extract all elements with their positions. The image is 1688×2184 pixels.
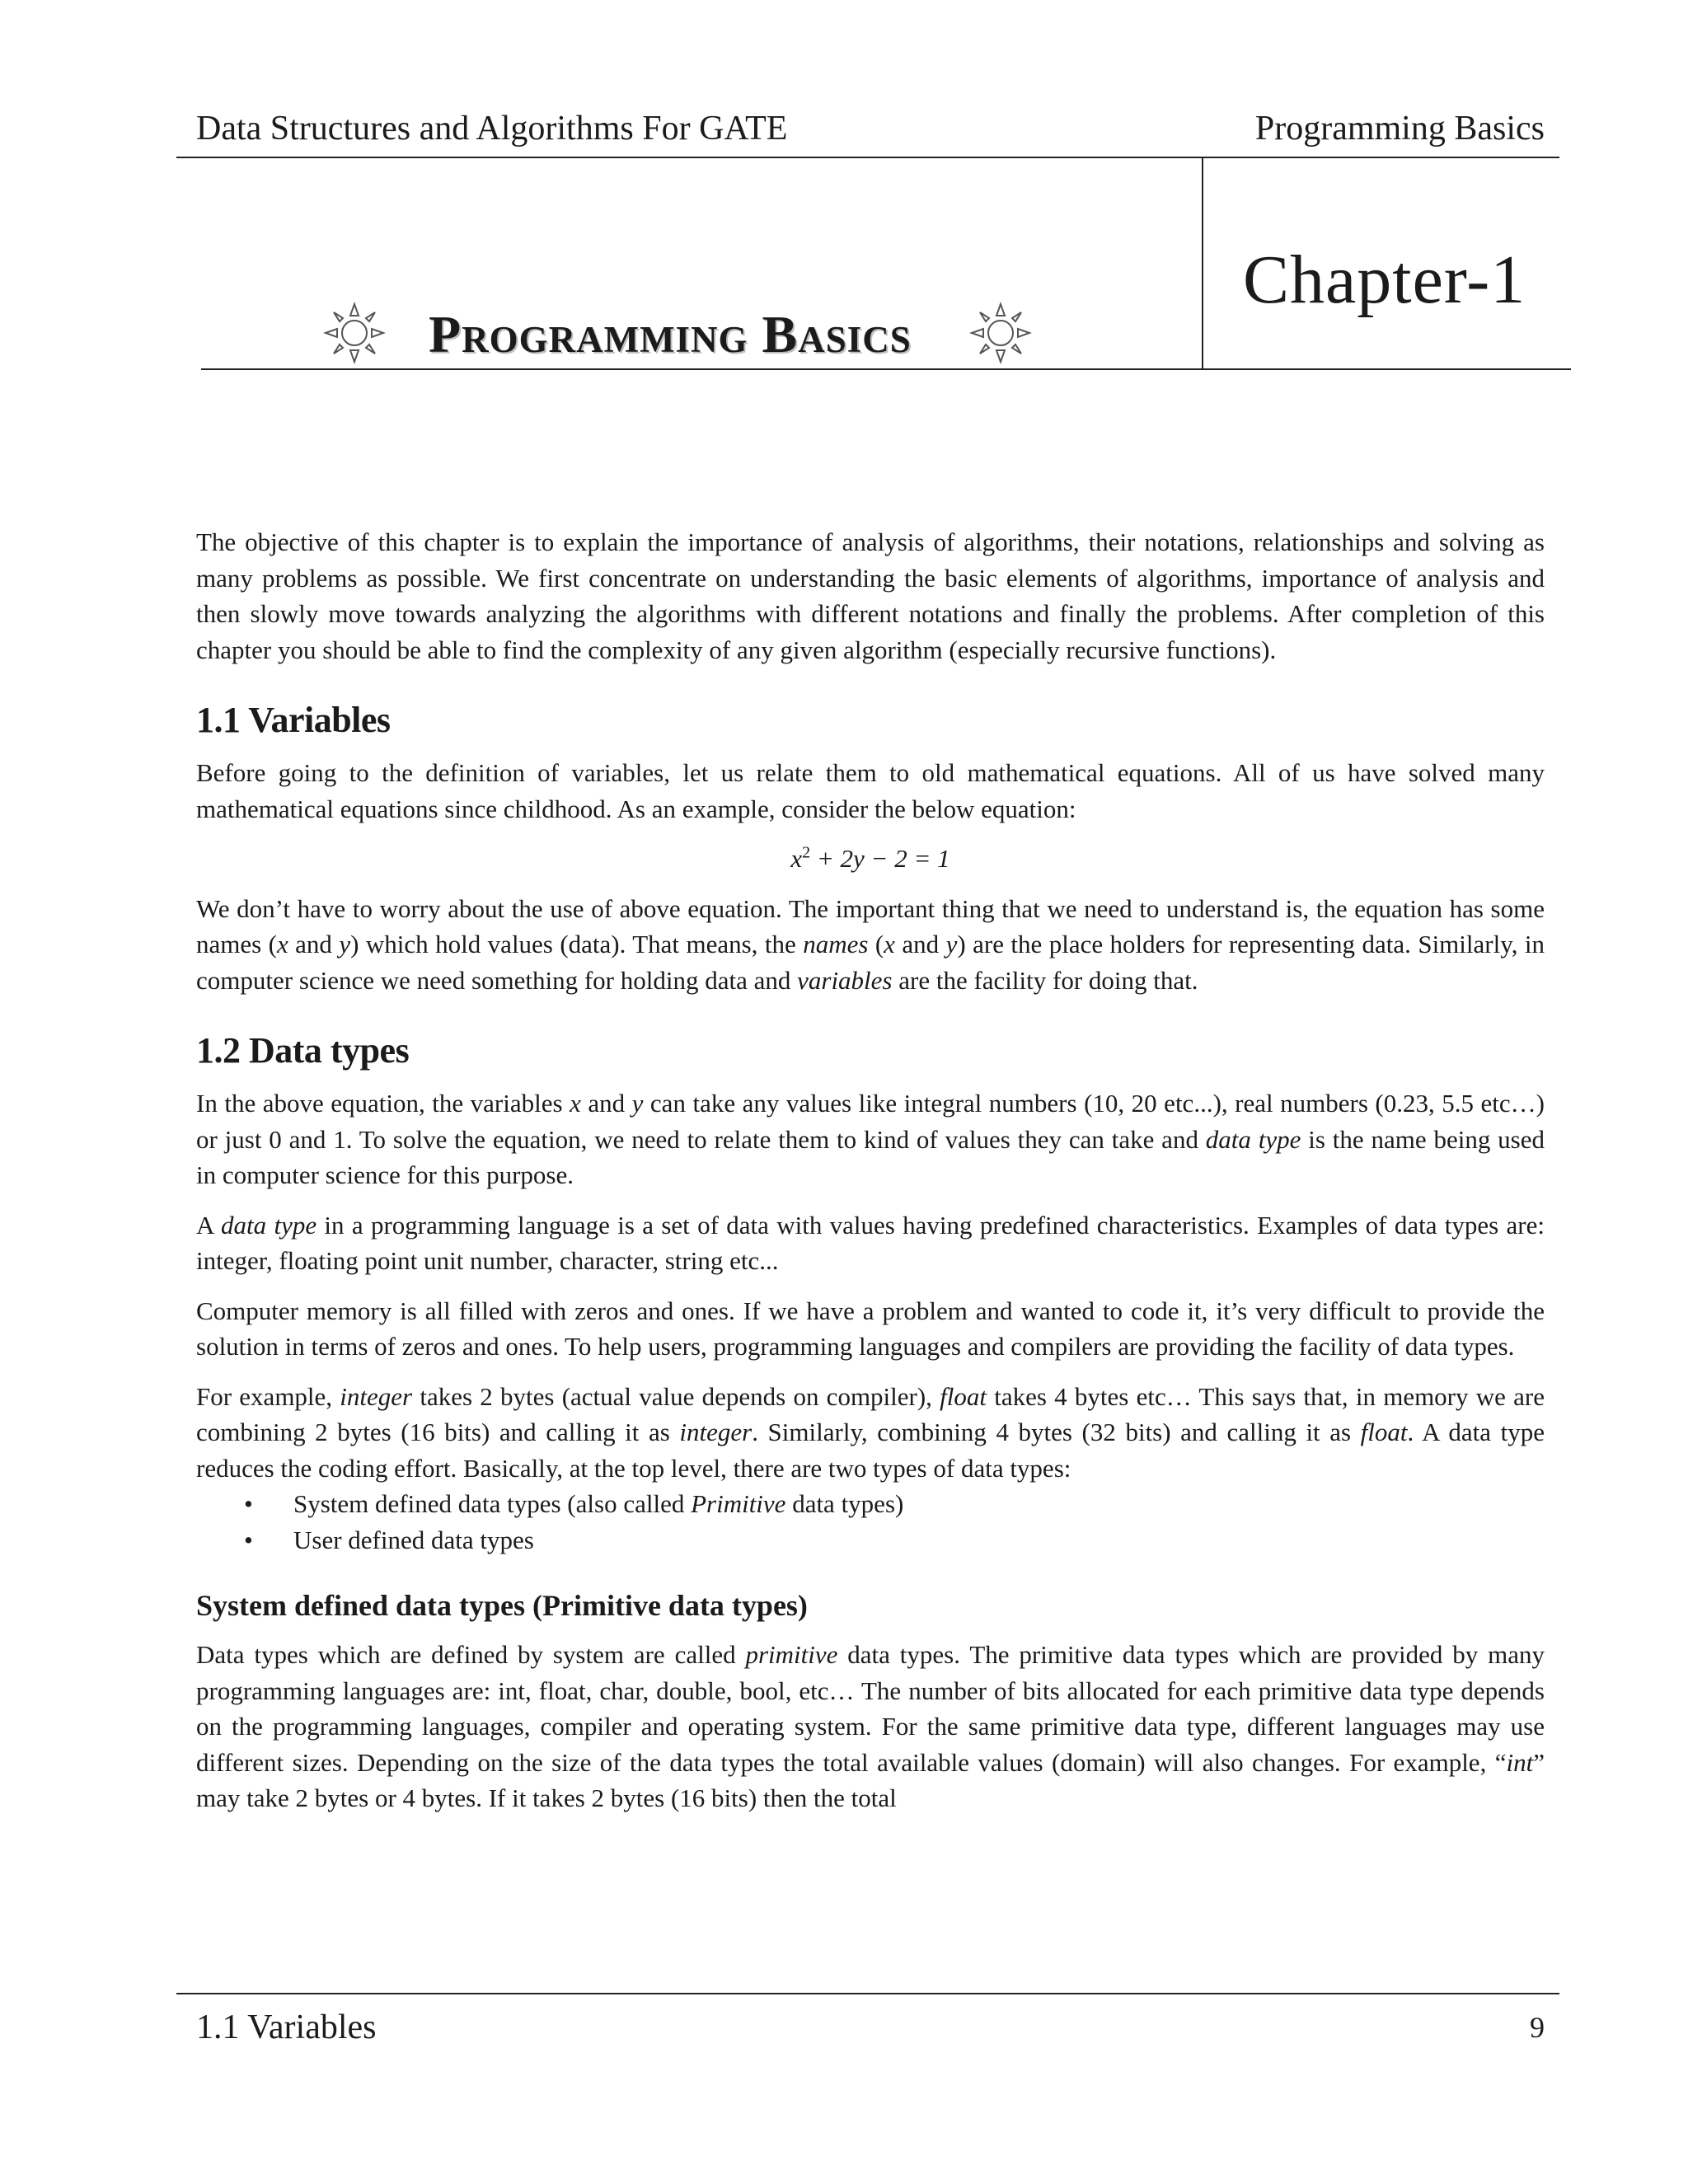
text-run: Data types which are defined by system are called bbox=[196, 1640, 746, 1669]
term-primitive: primitive bbox=[745, 1640, 838, 1669]
data-types-paragraph-4 bbox=[196, 1379, 1545, 1487]
text-run: ) which hold values (data). That means, the bbox=[350, 930, 804, 958]
text-run: We don’t have to worry about the use of above equation. The important thing that we need to understand is, the equation has some names ( bbox=[196, 893, 1545, 958]
equation bbox=[196, 841, 1545, 877]
text-run: and bbox=[894, 930, 946, 958]
text-run: and bbox=[288, 930, 340, 958]
system-defined-paragraph bbox=[196, 1637, 1545, 1816]
term-float: float bbox=[940, 1381, 987, 1411]
list-item: • User defined data types bbox=[293, 1522, 1545, 1558]
variables-paragraph-1: Before going to the definition of variables, let us relate them to old mathematical equations. All of us have solved many mathematical equations since childhood. As an example, consider the below equation: bbox=[196, 758, 1545, 823]
variables-paragraph-2 bbox=[196, 891, 1545, 999]
text-run: data types. The primitive data types which are provided by many programming languages are: int, float, char, double, bool, etc… The number of bits allocated for each primitive data type depends on the programming languages, compiler and operating system. For the same primitive data type, different languages may use different sizes. Depending on the size of the data types the total available values (domain) will also changes. For example, “ bbox=[196, 1640, 1545, 1777]
list-item bbox=[293, 1486, 1545, 1522]
text-run: takes 4 bytes etc… This says that, in memory we are combining 2 bytes (16 bits) and calling it as bbox=[196, 1381, 1545, 1446]
math-x: x bbox=[570, 1089, 581, 1118]
text-run: and bbox=[580, 1089, 632, 1118]
footer-rule bbox=[176, 1993, 1559, 1994]
subsection-heading-system-defined: System defined data types (Primitive data types) bbox=[196, 1589, 808, 1622]
term-variables: variables bbox=[797, 965, 893, 995]
math-y: y bbox=[631, 1089, 644, 1118]
section-heading-data-types: 1.2 Data types bbox=[196, 1030, 410, 1071]
section-heading-variables: 1.1 Variables bbox=[196, 700, 391, 740]
chapter-number: Chapter-1 bbox=[1243, 241, 1526, 318]
text-run: are the facility for doing that. bbox=[892, 965, 1198, 995]
running-header-book-title: Data Structures and Algorithms For GATE bbox=[196, 110, 788, 148]
sun-icon bbox=[969, 302, 1032, 364]
math-y: y bbox=[945, 930, 958, 958]
footer-section-title: 1.1 Variables bbox=[196, 2008, 377, 2046]
text-run: . Similarly, combining 4 bytes (32 bits) and calling it as bbox=[752, 1418, 1361, 1446]
chapter-box-divider bbox=[1202, 158, 1203, 369]
text-run: is the name being used in computer science for this purpose. bbox=[196, 1124, 1545, 1189]
data-types-paragraph-2 bbox=[196, 1207, 1545, 1279]
term-data-type: data type bbox=[221, 1210, 317, 1240]
term-names: names bbox=[803, 930, 869, 958]
term-integer: integer bbox=[679, 1418, 753, 1446]
header-rule bbox=[176, 157, 1559, 158]
text-run: . A data type reduces the coding effort. Basically, at the top level, there are two types of data types: bbox=[196, 1418, 1545, 1483]
text-run: takes 2 bytes (actual value depends on compiler), bbox=[412, 1381, 940, 1411]
page-number: 9 bbox=[1530, 2011, 1545, 2044]
data-types-list bbox=[196, 1486, 1545, 1558]
math-y: y bbox=[339, 930, 351, 958]
data-types-paragraph-3: Computer memory is all filled with zeros and ones. If we have a problem and wanted to code it, it’s very difficult to provide the solution in terms of zeros and ones. To help users, programming languages and compilers are providing the facility of data types. bbox=[196, 1296, 1545, 1361]
chapter-title-rule bbox=[201, 368, 1571, 370]
term-primitive: Primitive bbox=[691, 1489, 786, 1518]
equation-base: x bbox=[790, 844, 803, 873]
term-int: int bbox=[1506, 1747, 1534, 1777]
equation-rest: + 2y − 2 = 1 bbox=[810, 844, 950, 873]
term-integer: integer bbox=[340, 1381, 413, 1411]
text-run: can take any values like integral numbers (10, 20 etc...), real numbers (0.23, 5.5 etc…) or just 0 and 1. To solve the equation, we need to relate them to kind of values they can take and bbox=[196, 1089, 1545, 1154]
text-run: ( bbox=[868, 930, 884, 958]
text-run: in a programming language is a set of data with values having predefined characteristics. Examples of data types are: integer, floating point unit number, character, string etc... bbox=[196, 1210, 1545, 1275]
term-float: float bbox=[1360, 1418, 1408, 1446]
text-run: data types) bbox=[785, 1489, 904, 1518]
text-run: In the above equation, the variables bbox=[196, 1089, 570, 1118]
text-run: System defined data types (also called bbox=[293, 1489, 692, 1518]
intro-paragraph: The objective of this chapter is to explain the importance of analysis of algorithms, their notations, relationships and solving as many problems as possible. We first concentrate on understanding the basic elements of algorithms, importance of analysis and then slowly move towards analyzing the algorithms with different notations and finally the problems. After completion of this chapter you should be able to find the complexity of any given algorithm (especially recursive functions). bbox=[196, 527, 1545, 664]
data-types-paragraph-1 bbox=[196, 1085, 1545, 1193]
equation-exponent: 2 bbox=[802, 843, 811, 862]
text-run: ” may take 2 bytes or 4 bytes. If it takes 2 bytes (16 bits) then the total bbox=[196, 1747, 1545, 1812]
page-body bbox=[196, 524, 1545, 1830]
chapter-title: Programming Basics bbox=[429, 305, 912, 363]
math-x: x bbox=[276, 930, 288, 958]
text-run: ) are the place holders for representing data. Similarly, in computer science we need something for holding data and bbox=[196, 930, 1545, 995]
text-run: A bbox=[196, 1210, 222, 1240]
term-data-type: data type bbox=[1205, 1124, 1301, 1154]
text-run: For example, bbox=[196, 1381, 340, 1411]
sun-icon bbox=[323, 302, 386, 364]
running-header-section-title: Programming Basics bbox=[1254, 110, 1545, 148]
math-x: x bbox=[884, 930, 895, 958]
